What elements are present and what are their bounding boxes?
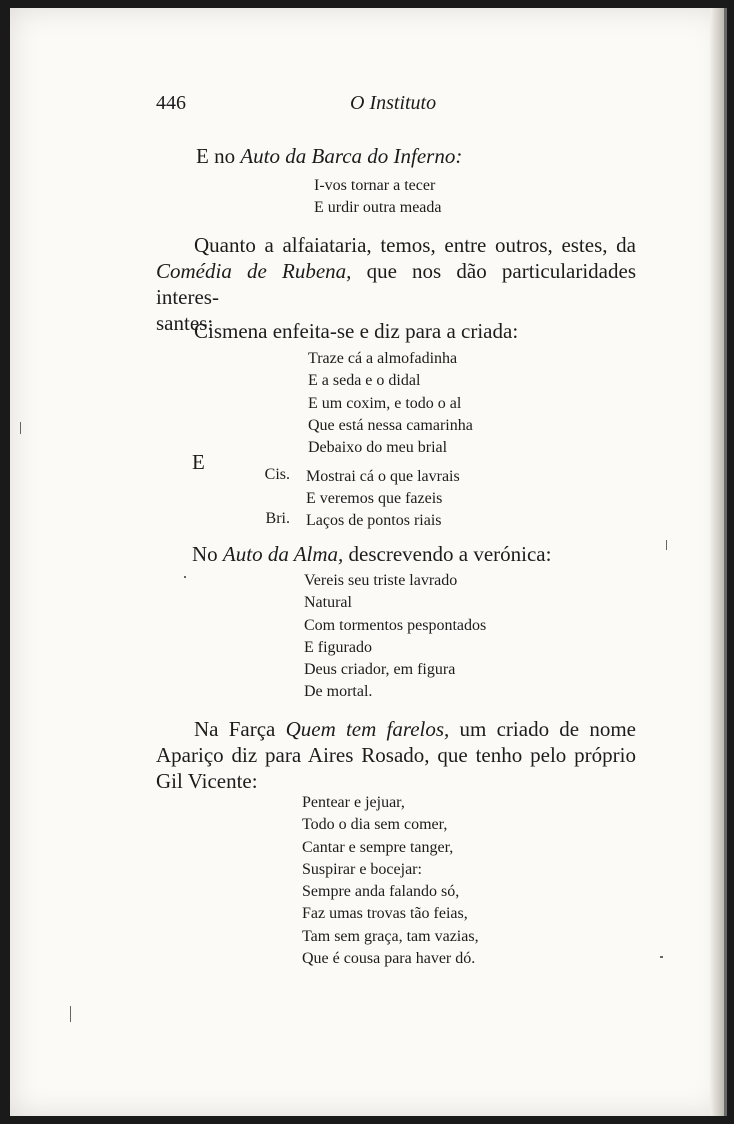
paragraph-line: Quanto a alfaiataria, temos, entre outros, estes, da bbox=[194, 233, 636, 257]
verse-line: Com tormentos pespontados bbox=[304, 616, 487, 634]
verse-line: Natural bbox=[304, 594, 352, 612]
paragraph-line: Gil Vicente: bbox=[156, 769, 258, 793]
alma-title: Auto da Alma, bbox=[222, 542, 344, 566]
rubena-title: Comédia de Rubena, bbox=[156, 259, 352, 283]
verse-line: Traze cá a almofadinha bbox=[308, 350, 458, 367]
barca-verse bbox=[314, 175, 442, 220]
farelos-paragraph bbox=[156, 716, 636, 794]
verse-line: Faz umas trovas tão feias, bbox=[302, 905, 468, 923]
e-intro: E bbox=[192, 450, 205, 474]
scan-speck bbox=[20, 422, 21, 434]
verse-line: E a seda e o didal bbox=[308, 372, 421, 390]
paragraph-line: santes: bbox=[156, 311, 214, 335]
paragraph-line bbox=[156, 258, 636, 310]
verse-line: Cantar e sempre tanger, bbox=[302, 838, 454, 856]
dialogue-line: E veremos que fazeis bbox=[306, 490, 443, 507]
book-page bbox=[10, 8, 727, 1116]
alma-verse bbox=[304, 570, 486, 704]
verse-line: Que é cousa para haver dó. bbox=[302, 950, 476, 968]
dialogue-line: Mostrai cá o que lavrais bbox=[306, 468, 460, 485]
paragraph-line-rest: que nos dão particularidades interes- bbox=[156, 259, 636, 309]
page-number: 446 bbox=[156, 92, 186, 114]
cismena-intro: Cismena enfeita-se e diz para a criada: bbox=[194, 319, 519, 343]
verse-line: Suspirar e bocejar: bbox=[302, 860, 422, 878]
farelos-rest: um criado de nome bbox=[449, 717, 636, 741]
verse-line: Pentear e jejuar, bbox=[302, 794, 405, 811]
barca-intro bbox=[196, 144, 462, 169]
verse-line: Todo o dia sem comer, bbox=[302, 816, 448, 834]
verse-line: Deus criador, em figura bbox=[304, 661, 456, 679]
farelos-verse bbox=[302, 792, 479, 970]
alma-intro bbox=[192, 542, 551, 567]
paragraph-line: Apariço diz para Aires Rosado, que tenho pelo próprio bbox=[156, 743, 636, 767]
running-title: O Instituto bbox=[350, 92, 437, 114]
verse-line: E urdir outra meada bbox=[314, 199, 442, 217]
page-edge-shadow bbox=[710, 8, 724, 1116]
cismena-verse bbox=[308, 348, 473, 459]
alma-intro-rest: descrevendo a verónica: bbox=[343, 542, 552, 566]
scan-speck bbox=[70, 1006, 71, 1022]
speaker-label: Bri. bbox=[265, 510, 290, 527]
verse-line: E figurado bbox=[304, 638, 372, 656]
barca-intro-prefix: E no bbox=[196, 144, 241, 168]
scan-speck bbox=[660, 956, 663, 958]
verse-line: Que está nessa camarinha bbox=[308, 416, 473, 434]
farelos-title: Quem tem farelos, bbox=[285, 717, 450, 741]
verse-line: Debaixo do meu brial bbox=[308, 439, 448, 457]
dialogue-line: Laços de pontos riais bbox=[306, 512, 442, 529]
verse-line: E um coxim, e todo o al bbox=[308, 394, 462, 412]
scan-speck bbox=[184, 576, 186, 578]
farelos-prefix: Na Farça bbox=[194, 717, 286, 741]
verse-line: Tam sem graça, tam vazias, bbox=[302, 927, 479, 945]
barca-title: Auto da Barca do Inferno: bbox=[240, 144, 463, 168]
verse-line: Sempre anda falando só, bbox=[302, 883, 460, 901]
paragraph-line bbox=[156, 716, 636, 742]
verse-line: De mortal. bbox=[304, 683, 373, 701]
verse-line: I-vos tornar a tecer bbox=[314, 177, 436, 194]
scan-speck bbox=[666, 540, 667, 550]
alma-intro-prefix: No bbox=[192, 542, 223, 566]
verse-line: Vereis seu triste lavrado bbox=[304, 572, 458, 589]
speaker-label: Cis. bbox=[264, 466, 290, 483]
